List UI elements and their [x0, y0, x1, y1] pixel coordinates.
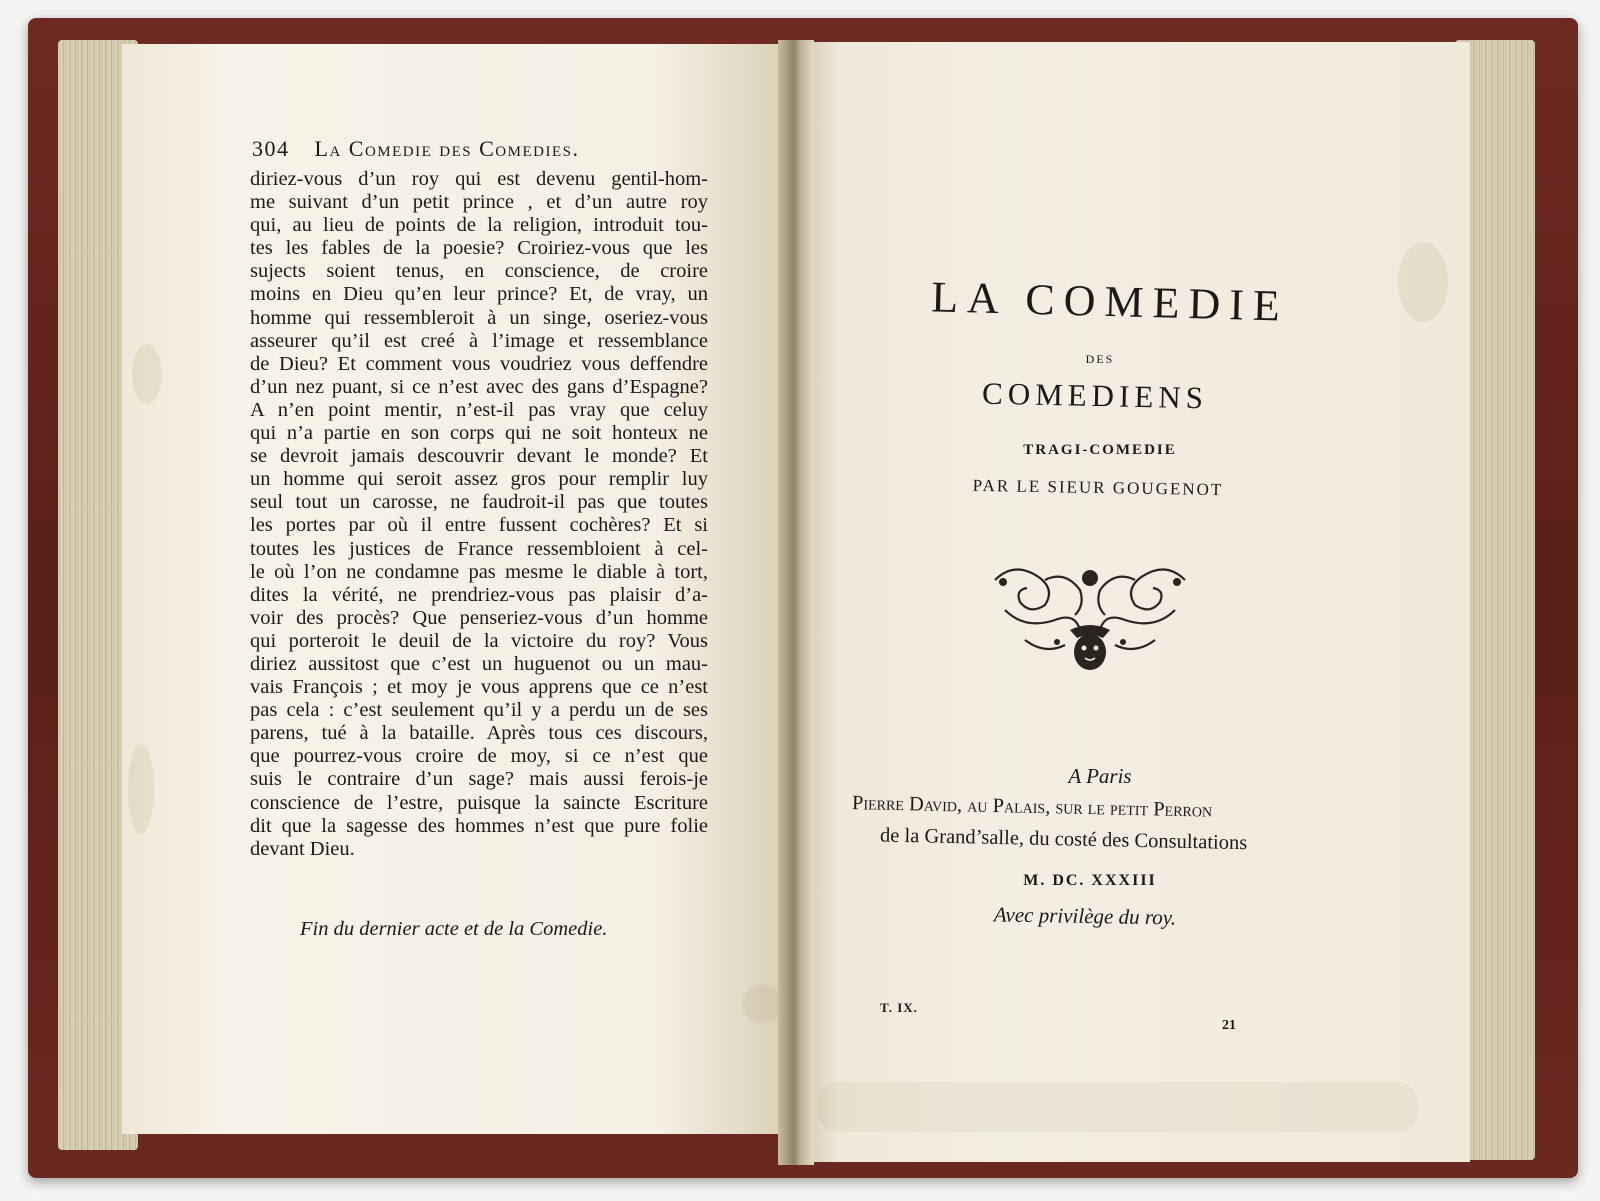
printer-line-2: de la Grand’salle, du costé des Consultations	[879, 824, 1248, 855]
text-line: un homme qui seroit assez gros pour remplir luy	[250, 468, 708, 491]
text-line: devant Dieu.	[250, 837, 355, 860]
text-line: diriez aussitost que c’est un huguenot ou un mau-	[250, 652, 708, 675]
fleuron-ornament-icon	[985, 560, 1195, 685]
text-line: moins en Dieu qu’en leur prince? Et, de vray, un	[250, 283, 708, 306]
privilege-line: Avec privilège du roy.	[993, 902, 1177, 930]
running-head	[252, 136, 712, 162]
text-line: de Dieu? Et comment vous voudriez vous deffendre	[250, 352, 708, 375]
running-title: La Comedie des Comedies.	[314, 136, 580, 161]
body-text	[250, 168, 708, 861]
text-line: parens, tué à la bataille. Après tous ces discours,	[250, 722, 708, 745]
publication-date: M. DC. XXXIII	[1023, 872, 1157, 889]
text-line: sujects soient tenus, en conscience, de croire	[250, 260, 708, 283]
author-line: PAR LE SIEUR GOUGENOT	[972, 475, 1224, 500]
printer-line-1: Pierre David, au Palais, sur le petit Perron	[851, 792, 1213, 822]
text-line: se devroit jamais descouvrir devant le monde? Et	[250, 445, 708, 468]
text-line: seul tout un carosse, ne faudroit-il pas que toutes	[250, 491, 708, 514]
genre-label: TRAGI-COMEDIE	[1023, 442, 1177, 458]
book-gutter	[778, 40, 814, 1165]
place-of-publication: A Paris	[1068, 764, 1132, 788]
folio-number: 21	[1222, 1018, 1236, 1033]
text-line: pas cela : c’est seulement qu’il y a perdu un de ses	[250, 699, 708, 722]
text-line: me suivant d’un petit prince , et d’un autre roy	[250, 191, 708, 214]
text-line: homme qui ressembleroit à un singe, oseriez-vous	[250, 306, 708, 329]
text-line: dites la vérité, ne prendriez-vous pas plaisir d’a-	[250, 583, 708, 606]
text-line: qui, au lieu de points de la religion, introduit tou-	[250, 214, 708, 237]
title-connector: DES	[1085, 352, 1115, 366]
text-line: A n’en point mentir, n’est-il pas vray que celuy	[250, 398, 708, 421]
book-title: LA COMEDIE	[930, 272, 1290, 331]
text-line: les portes par où il entre fussent cochères? Et si	[250, 514, 708, 537]
text-line: d’un nez puant, si ce n’est avec des gans d’Espagne?	[250, 375, 708, 398]
text-line: conscience de l’estre, puisque la saincte Escriture	[250, 791, 708, 814]
text-line: asseurer qu’il est creé à l’image et ressemblance	[250, 329, 708, 352]
text-line: tes les fables de la poesie? Croiriez-vous que les	[250, 237, 708, 260]
text-line: dit que la sagesse des hommes n’est que pure folie	[250, 814, 708, 837]
text-line: toutes les justices de France ressembloient à cel-	[250, 537, 708, 560]
text-line: le où l’on ne condamne pas mesme le diable à tort,	[250, 560, 708, 583]
text-line: que pourrez-vous croire de moy, si ce n’est que	[250, 745, 708, 768]
text-line: voir des procès? Que penseriez-vous d’un homme	[250, 606, 708, 629]
text-line: qui n’a partie en son corps qui ne soit honteux ne	[250, 422, 708, 445]
page-number: 304	[252, 136, 290, 161]
text-line: vais François ; et moy je vous apprens que ce n’est	[250, 676, 708, 699]
book-subtitle: COMEDIENS	[981, 375, 1209, 416]
closing-line: Fin du dernier acte et de la Comedie.	[300, 918, 608, 940]
text-line: suis le contraire d’un sage? mais aussi ferois-je	[250, 768, 708, 791]
signature-mark: T. IX.	[880, 1000, 918, 1015]
text-line: diriez-vous d’un roy qui est devenu gentil-hom-	[250, 168, 708, 190]
text-line: qui porteroit le deuil de la victoire du roy? Vous	[250, 629, 708, 652]
